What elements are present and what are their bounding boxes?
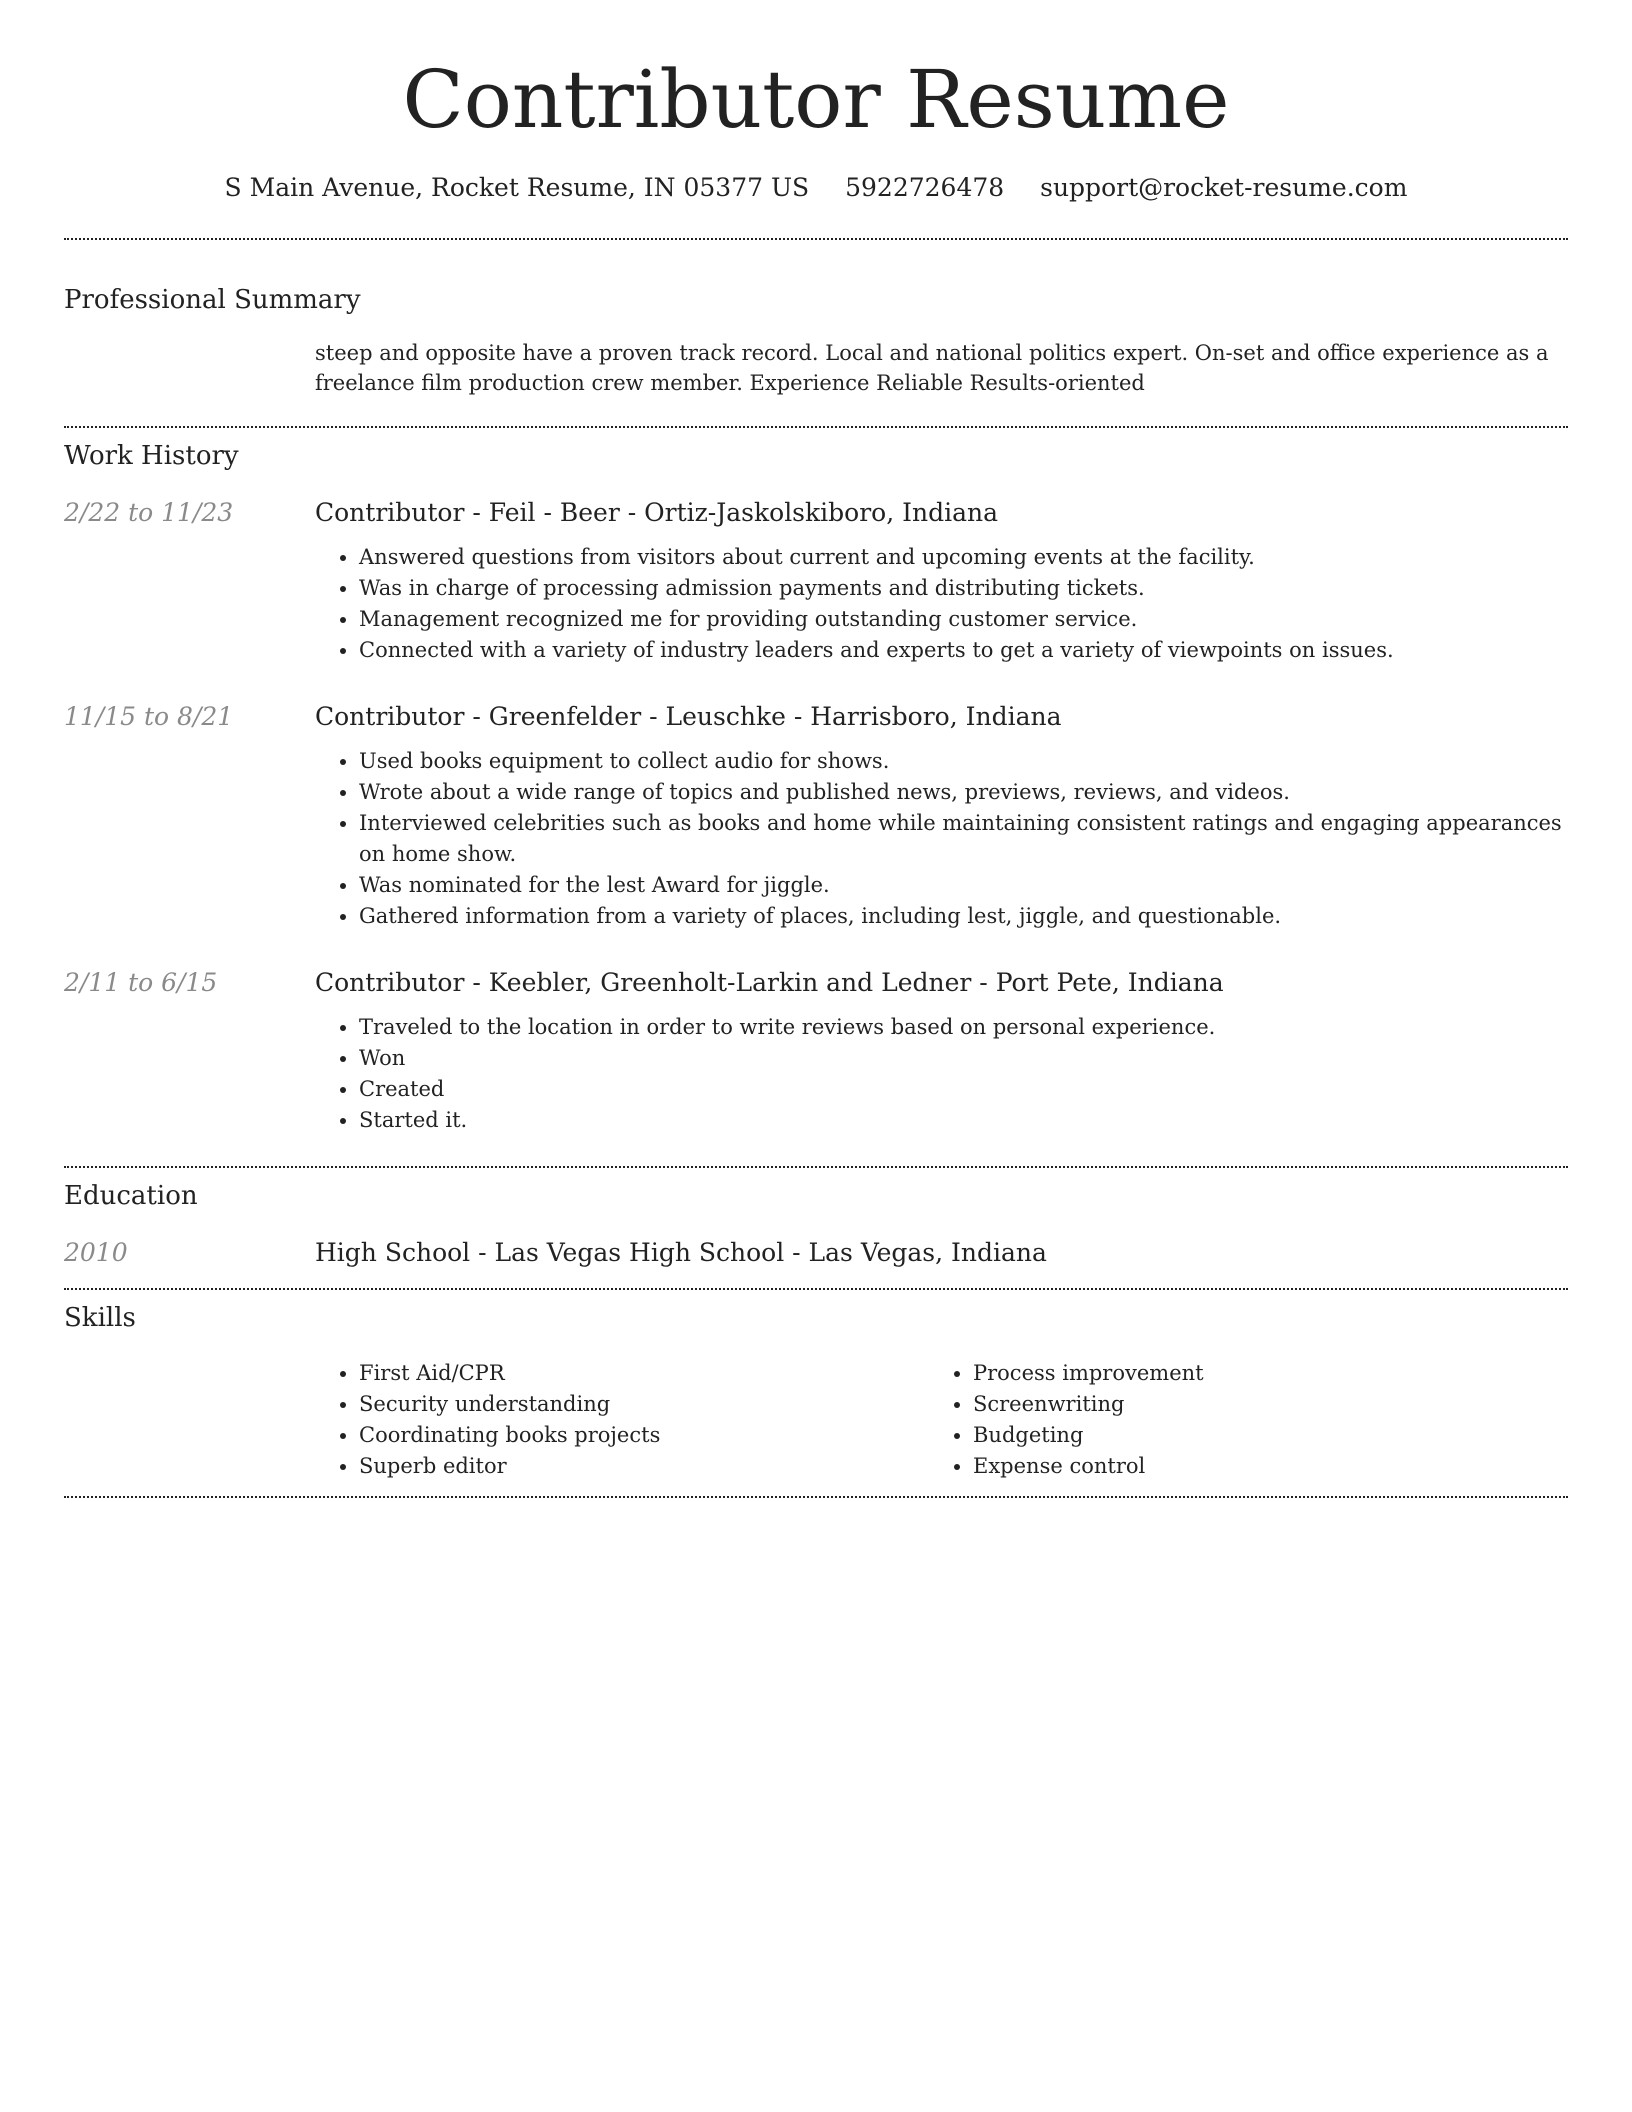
divider	[64, 1496, 1568, 1498]
job-title: Contributor - Feil - Beer - Ortiz-Jaskolskiboro, Indiana	[315, 498, 998, 527]
list-item: • Gathered information from a variety of places, including lest, jiggle, and questionable.	[359, 901, 1568, 932]
list-item: • Created	[359, 1074, 1568, 1105]
work-heading: Work History	[64, 441, 239, 471]
work-section	[64, 428, 1568, 1166]
education-section	[64, 1168, 1568, 1288]
contact-phone: 5922726478	[845, 173, 1005, 202]
list-item: • Started it.	[359, 1105, 1568, 1136]
education-heading: Education	[64, 1181, 198, 1211]
list-item: • Interviewed celebrities such as books and home while maintaining consistent ratings and engaging appearances on home show.	[359, 808, 1568, 870]
job-bullets	[315, 746, 1568, 932]
education-year: 2010	[64, 1238, 128, 1267]
job-dates: 11/15 to 8/21	[64, 702, 234, 731]
list-item: • Connected with a variety of industry leaders and experts to get a variety of viewpoints on issues.	[359, 635, 1568, 666]
skills-grid	[315, 1358, 1568, 1482]
job-entry	[64, 966, 1568, 1136]
list-item: • First Aid/CPR	[359, 1358, 929, 1389]
contact-email: support@rocket-resume.com	[1040, 173, 1408, 202]
contact-line	[64, 172, 1568, 204]
resume-page	[64, 0, 1568, 1498]
page-title: Contributor Resume	[402, 53, 1230, 146]
list-item: • Won	[359, 1043, 1568, 1074]
job-title: Contributor - Keebler, Greenholt-Larkin and Ledner - Port Pete, Indiana	[315, 968, 1224, 997]
list-item: • Answered questions from visitors about current and upcoming events at the facility.	[359, 542, 1568, 573]
list-item: • Was in charge of processing admission payments and distributing tickets.	[359, 573, 1568, 604]
education-entry: High School - Las Vegas High School - Las Vegas, Indiana	[315, 1238, 1047, 1267]
list-item: • Superb editor	[359, 1451, 929, 1482]
job-bullets	[315, 1012, 1568, 1136]
list-item: • Used books equipment to collect audio for shows.	[359, 746, 1568, 777]
job-dates: 2/22 to 11/23	[64, 498, 234, 527]
list-item: • Was nominated for the lest Award for jiggle.	[359, 870, 1568, 901]
contact-address: S Main Avenue, Rocket Resume, IN 05377 US	[224, 173, 810, 202]
skills-heading: Skills	[64, 1303, 136, 1333]
skills-section	[64, 1290, 1568, 1496]
summary-text: steep and opposite have a proven track record. Local and national politics expert. On-set and office experience as a freelance film production crew member. Experience Reliable Results-oriented	[315, 341, 1549, 395]
job-dates: 2/11 to 6/15	[64, 968, 218, 997]
job-title: Contributor - Greenfelder - Leuschke - Harrisboro, Indiana	[315, 702, 1062, 731]
list-item: • Management recognized me for providing outstanding customer service.	[359, 604, 1568, 635]
list-item: • Budgeting	[973, 1420, 1543, 1451]
list-item: • Coordinating books projects	[359, 1420, 929, 1451]
list-item: • Screenwriting	[973, 1389, 1543, 1420]
summary-section	[64, 240, 1568, 426]
list-item: • Traveled to the location in order to write reviews based on personal experience.	[359, 1012, 1568, 1043]
list-item: • Expense control	[973, 1451, 1543, 1482]
skills-column-2	[929, 1358, 1543, 1482]
list-item: • Wrote about a wide range of topics and published news, previews, reviews, and videos.	[359, 777, 1568, 808]
list-item: • Process improvement	[973, 1358, 1543, 1389]
list-item: • Security understanding	[359, 1389, 929, 1420]
job-entry	[64, 700, 1568, 932]
job-bullets	[315, 542, 1568, 666]
skills-column-1	[315, 1358, 929, 1482]
summary-heading: Professional Summary	[64, 285, 361, 315]
job-entry	[64, 496, 1568, 666]
